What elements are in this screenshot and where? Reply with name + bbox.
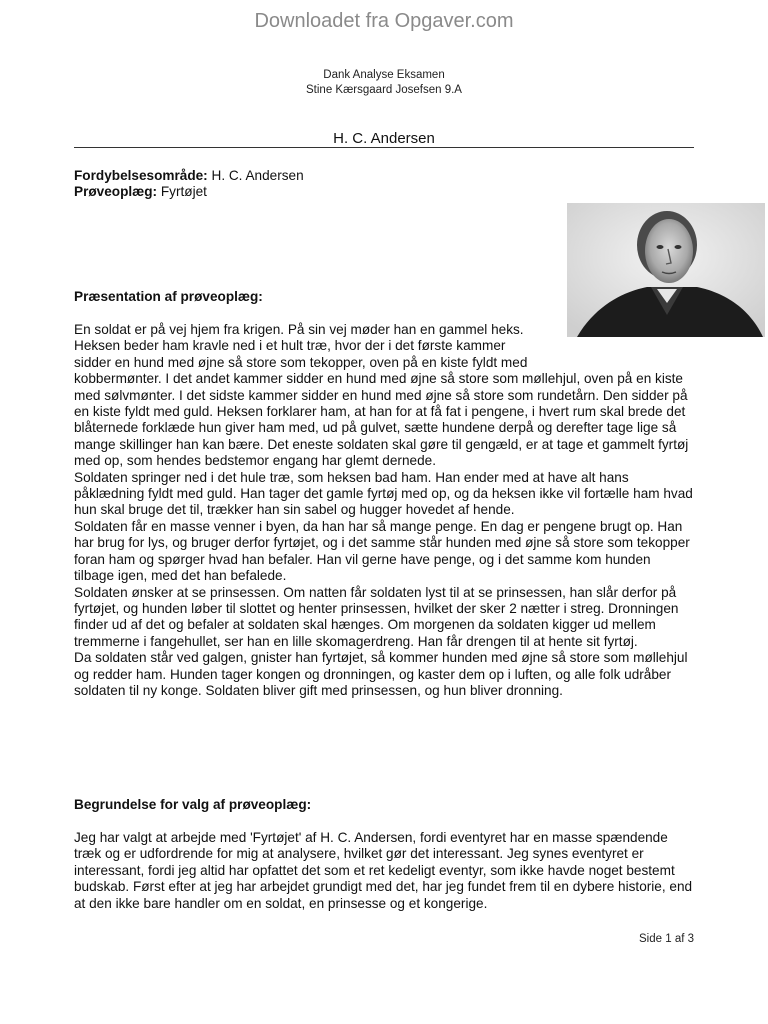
reasoning-paragraph: Jeg har valgt at arbejde med 'Fyrtøjet' af H. C. Andersen, fordi eventyret har en masse spændende træk og er udfordrende for mig at analysere, hvilket gør det interessant. Jeg synes eventyret er interessant, fordi jeg altid har opfattet det som et ret kedeligt eventyr, som ikke havde noget bestemt budskab. Først efter at jeg har arbejdet grundigt med det, har jeg fundet frem til en dybere historie, end at den ikke bare handler om en soldat, en prinsesse og et kongerige. xyxy=(74,830,693,911)
image-wrap-spacer xyxy=(536,322,694,355)
presentation-paragraph: Soldaten springer ned i det hule træ, som heksen bad ham. Han ender med at have alt hans påklædning fyldt med guld. Han tager det gamle fyrtøj med op, og da heksen ikke vil fortælle ham hvad hun skal bruge det til, trækker han sin sabel og hugger hovedet af hende. xyxy=(74,469,693,518)
portrait-illustration xyxy=(567,203,765,337)
reasoning-heading: Begrundelse for valg af prøveoplæg: xyxy=(74,797,312,812)
header-line-author: Stine Kærsgaard Josefsen 9.A xyxy=(306,84,462,96)
watermark: Downloadet fra Opgaver.com xyxy=(254,10,514,32)
title-divider xyxy=(74,147,694,148)
header-line-course: Dank Analyse Eksamen xyxy=(323,69,445,81)
page-title: H. C. Andersen xyxy=(333,130,435,147)
reasoning-body xyxy=(74,830,694,912)
page-number: Side 1 af 3 xyxy=(639,933,694,945)
focus-area-value: H. C. Andersen xyxy=(207,168,304,183)
focus-area-label: Fordybelsesområde: xyxy=(74,168,208,183)
document-header xyxy=(0,68,768,98)
test-prompt-label: Prøveoplæg: xyxy=(74,184,158,200)
presentation-paragraph: Soldaten får en masse venner i byen, da han har så mange penge. En dag er pengene brugt op. Han har brug for lys, og bruger derfor fyrtøjet, og i det samme står hunden med øjne så store som tekopper foran ham og spørger hvad han befaler. Han vil gerne have penge, og i det samme kom hunden tilbage igen, med det han befalede. xyxy=(74,518,690,584)
presentation-paragraph: En soldat er på vej hjem fra krigen. På sin vej møder han en gammel heks. Heksen beder ham kravle ned i et hult træ, hvor der i det første kammer sidder en hund med øjne så store som tekopper, oven på en kiste fyldt med kobbermønter. I det andet kammer sidder en hund med øjne så store som møllehjul, oven på en kiste med sølvmønter. I det sidste kammer sidder en hund med øjne så store som rundetårn. Den sidder på en kiste fyldt med guld. Heksen forklarer ham, at han for at få fat i pengene, i hvert rum skal brede det blåternede forklæde hun giver ham med, ud på gulvet, sætte hundene derpå og derefter tage lige så mange skillinger han kan bære. Det eneste soldaten skal gøre til gengæld, er at tage et gammelt fyrtøj med op, som hendes bedstemor engang har glemt dernede. xyxy=(74,322,689,469)
test-prompt-line xyxy=(74,184,694,200)
presentation-body xyxy=(74,322,694,699)
presentation-paragraph: Da soldaten står ved galgen, gnister han fyrtøjet, så kommer hunden med øjne så store som møllehjul og redder ham. Hunden tager kongen og dronningen, og kaster dem op i luften, og alle folk udråber soldaten til ny konge. Soldaten bliver gift med prinsessen, og hun bliver dronning. xyxy=(74,650,688,698)
meta-block xyxy=(74,168,694,201)
test-prompt-value: Fyrtøjet xyxy=(157,184,207,200)
focus-area-line xyxy=(74,168,694,184)
author-portrait-image xyxy=(567,203,765,337)
presentation-paragraph: Soldaten ønsker at se prinsessen. Om natten får soldaten lyst til at se prinsessen, han slår derfor på fyrtøjet, og hunden løber til slottet og henter prinsessen, hvilket der sker 2 nætter i streg. Dronningen finder ud af det og befaler at soldaten skal hænges. Om morgenen da soldaten kigger ud mellem tremmerne i fangehullet, ser han en lille skomagerdreng. Han får drengen til at hente sit fyrtøj. xyxy=(74,584,679,649)
presentation-heading: Præsentation af prøveoplæg: xyxy=(74,289,263,304)
